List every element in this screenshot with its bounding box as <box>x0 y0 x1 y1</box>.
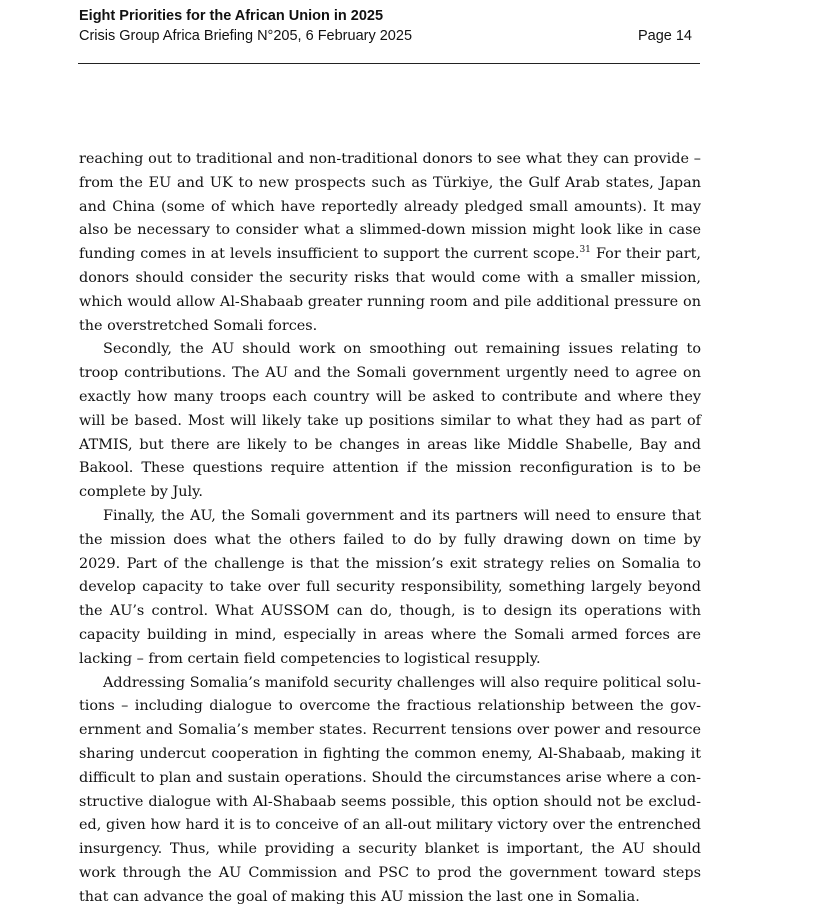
page-number: Page 14 <box>637 28 692 44</box>
running-header <box>79 6 700 46</box>
footnote-ref-31[interactable]: 31 <box>579 245 591 256</box>
header-subrow <box>79 26 700 46</box>
document-title: Eight Priorities for the African Union in 2025 <box>79 8 384 24</box>
paragraph-1 <box>79 148 701 338</box>
paragraph-4: Addressing Somalia’s manifold security challenges will also require political solutions – including dialogue to overcome the fractious relationship between the government and Somalia’s member states. Recurrent tensions over power and resource sharing undercut cooperation in fighting the common enemy, Al-Shabaab, making it difficult to plan and sustain operations. Should the circumstances arise where a constructive dialogue with Al-Shabaab seems possible, this option should not be excluded, given how hard it is to conceive of an all-out military victory over the entrenched insurgency. Thus, while providing a security blanket is important, the AU should work through the AU Commission and PSC to prod the government toward steps that can advance the goal of making this AU mission the last one in Somalia. <box>79 674 701 905</box>
body-text <box>79 148 701 910</box>
paragraph-1-text-a: reaching out to traditional and non-traditional donors to see what they can provide – from the EU and UK to new prospects such as Türkiye, the Gulf Arab states, Japan and China (some of which have reportedly already pledged small amounts). It may also be necessary to consider what a slimmed-down mission might look like in case funding comes in at levels insufficient to support the current scope. <box>79 151 701 263</box>
paragraph-2: Secondly, the AU should work on smoothing out remaining issues relating to troop contributions. The AU and the Somali government urgently need to agree on exactly how many troops each country will be asked to contribute and where they will be based. Most will likely take up positions similar to what they had as part of ATMIS, but there are likely to be changes in areas like Middle Shabelle, Bay and Bakool. These questions require attention if the mission reconfiguration is to be complete by July. <box>79 341 701 501</box>
paragraph-1-text-b: For their part, donors should consider the security risks that would come with a smaller mission, which would allow Al-Shabaab greater running room and pile additional pressure on the overstretched Somali forces. <box>79 246 701 334</box>
header-rule <box>78 63 700 64</box>
briefing-reference: Crisis Group Africa Briefing N°205, 6 February 2025 <box>79 28 413 44</box>
paragraph-3: Finally, the AU, the Somali government and its partners will need to ensure that the mission does what the others failed to do by fully drawing down on time by 2029. Part of the challenge is that the mission’s exit strategy relies on Somalia to develop capacity to take over full security responsibility, something largely beyond the AU’s control. What AUSSOM can do, though, is to design its operations with capacity building in mind, especially in areas where the Somali armed forces are lacking – from certain field competencies to logistical resupply. <box>79 507 701 667</box>
